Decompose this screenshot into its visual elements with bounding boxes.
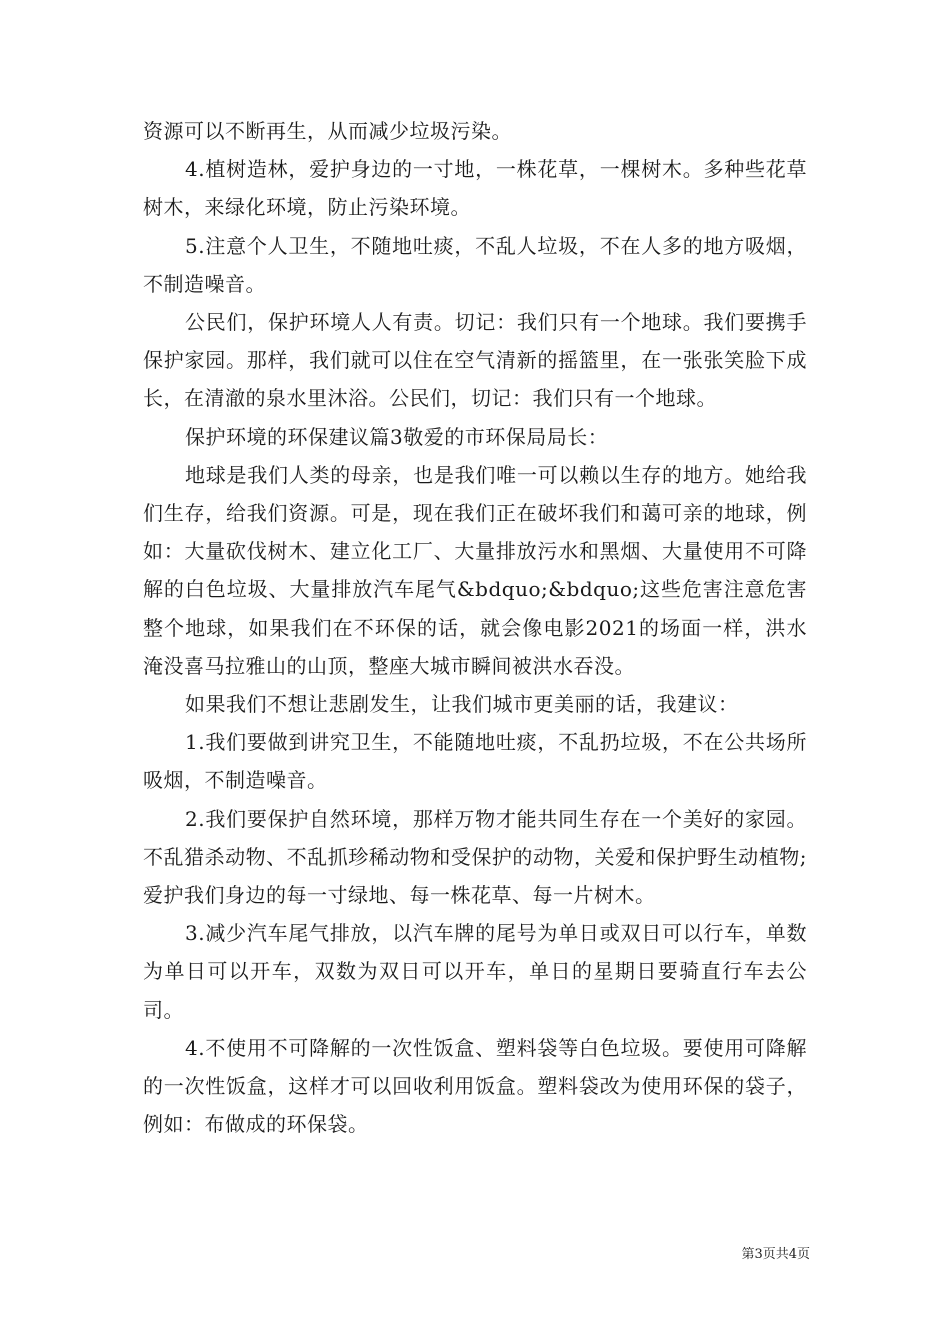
- paragraph-section-heading: 保护环境的环保建议篇3敬爱的市环保局局长：: [185, 424, 609, 449]
- paragraph-suggestion-4: 4.不使用不可降解的一次性饭盒、塑料袋等白色垃圾。要使用可降解的一次性饭盒，这样才可以回收利用饭盒。塑料袋改为使用环保的袋子，例如：布做成的环保袋。: [143, 1035, 807, 1137]
- page-indicator: 第3页共4页: [741, 1247, 810, 1262]
- paragraph-suggestion-intro: 如果我们不想让悲剧发生，让我们城市更美丽的话，我建议：: [185, 692, 739, 717]
- paragraph-suggestion-1: 1.我们要做到讲究卫生，不能随地吐痰，不乱扔垃圾，不在公共场所吸烟，不制造噪音。: [143, 730, 807, 793]
- paragraph-suggestion-3: 3.减少汽车尾气排放，以汽车牌的尾号为单日或双日可以行车，单数为单日可以开车，双数为双日可以开车，单日的星期日要骑直行车去公司。: [143, 921, 807, 1022]
- paragraph-item-5-hygiene: 5.注意个人卫生，不随地吐痰，不乱人垃圾，不在人多的地方吸烟，不制造噪音。: [143, 233, 807, 296]
- document-body: [143, 112, 807, 1143]
- paragraph-suggestion-2: 2.我们要保护自然环境，那样万物才能共同生存在一个美好的家园。不乱猎杀动物、不乱抓珍稀动物和受保护的动物，关爱和保护野生动植物;爱护我们身边的每一寸绿地、每一株花草、每一片树木。: [143, 806, 807, 908]
- paragraph-item-4-plant-trees: 4.植树造林，爱护身边的一寸地，一株花草，一棵树木。多种些花草树木，来绿化环境，防止污染环境。: [143, 157, 807, 220]
- paragraph-continuation: 资源可以不断再生，从而减少垃圾污染。: [143, 119, 512, 143]
- paragraph-citizens-appeal: 公民们，保护环境人人有责。切记：我们只有一个地球。我们要携手保护家园。那样，我们就可以住在空气清新的摇篮里，在一张张笑脸下成长，在清澈的泉水里沐浴。公民们，切记：我们只有一个地球。: [143, 310, 807, 411]
- paragraph-earth-mother: 地球是我们人类的母亲，也是我们唯一可以赖以生存的地方。她给我们生存，给我们资源。可是，现在我们正在破坏我们和蔼可亲的地球，例如：大量砍伐树木、建立化工厂、大量排放污水和黑烟、大量使用不可降解的白色垃圾、大量排放汽车尾气&bdquo;&bdquo;这些危害注意危害整个地球，如果我们在不环保的话，就会像电影2021的场面一样，洪水淹没喜马拉雅山的山顶，整座大城市瞬间被洪水吞没。: [143, 462, 807, 678]
